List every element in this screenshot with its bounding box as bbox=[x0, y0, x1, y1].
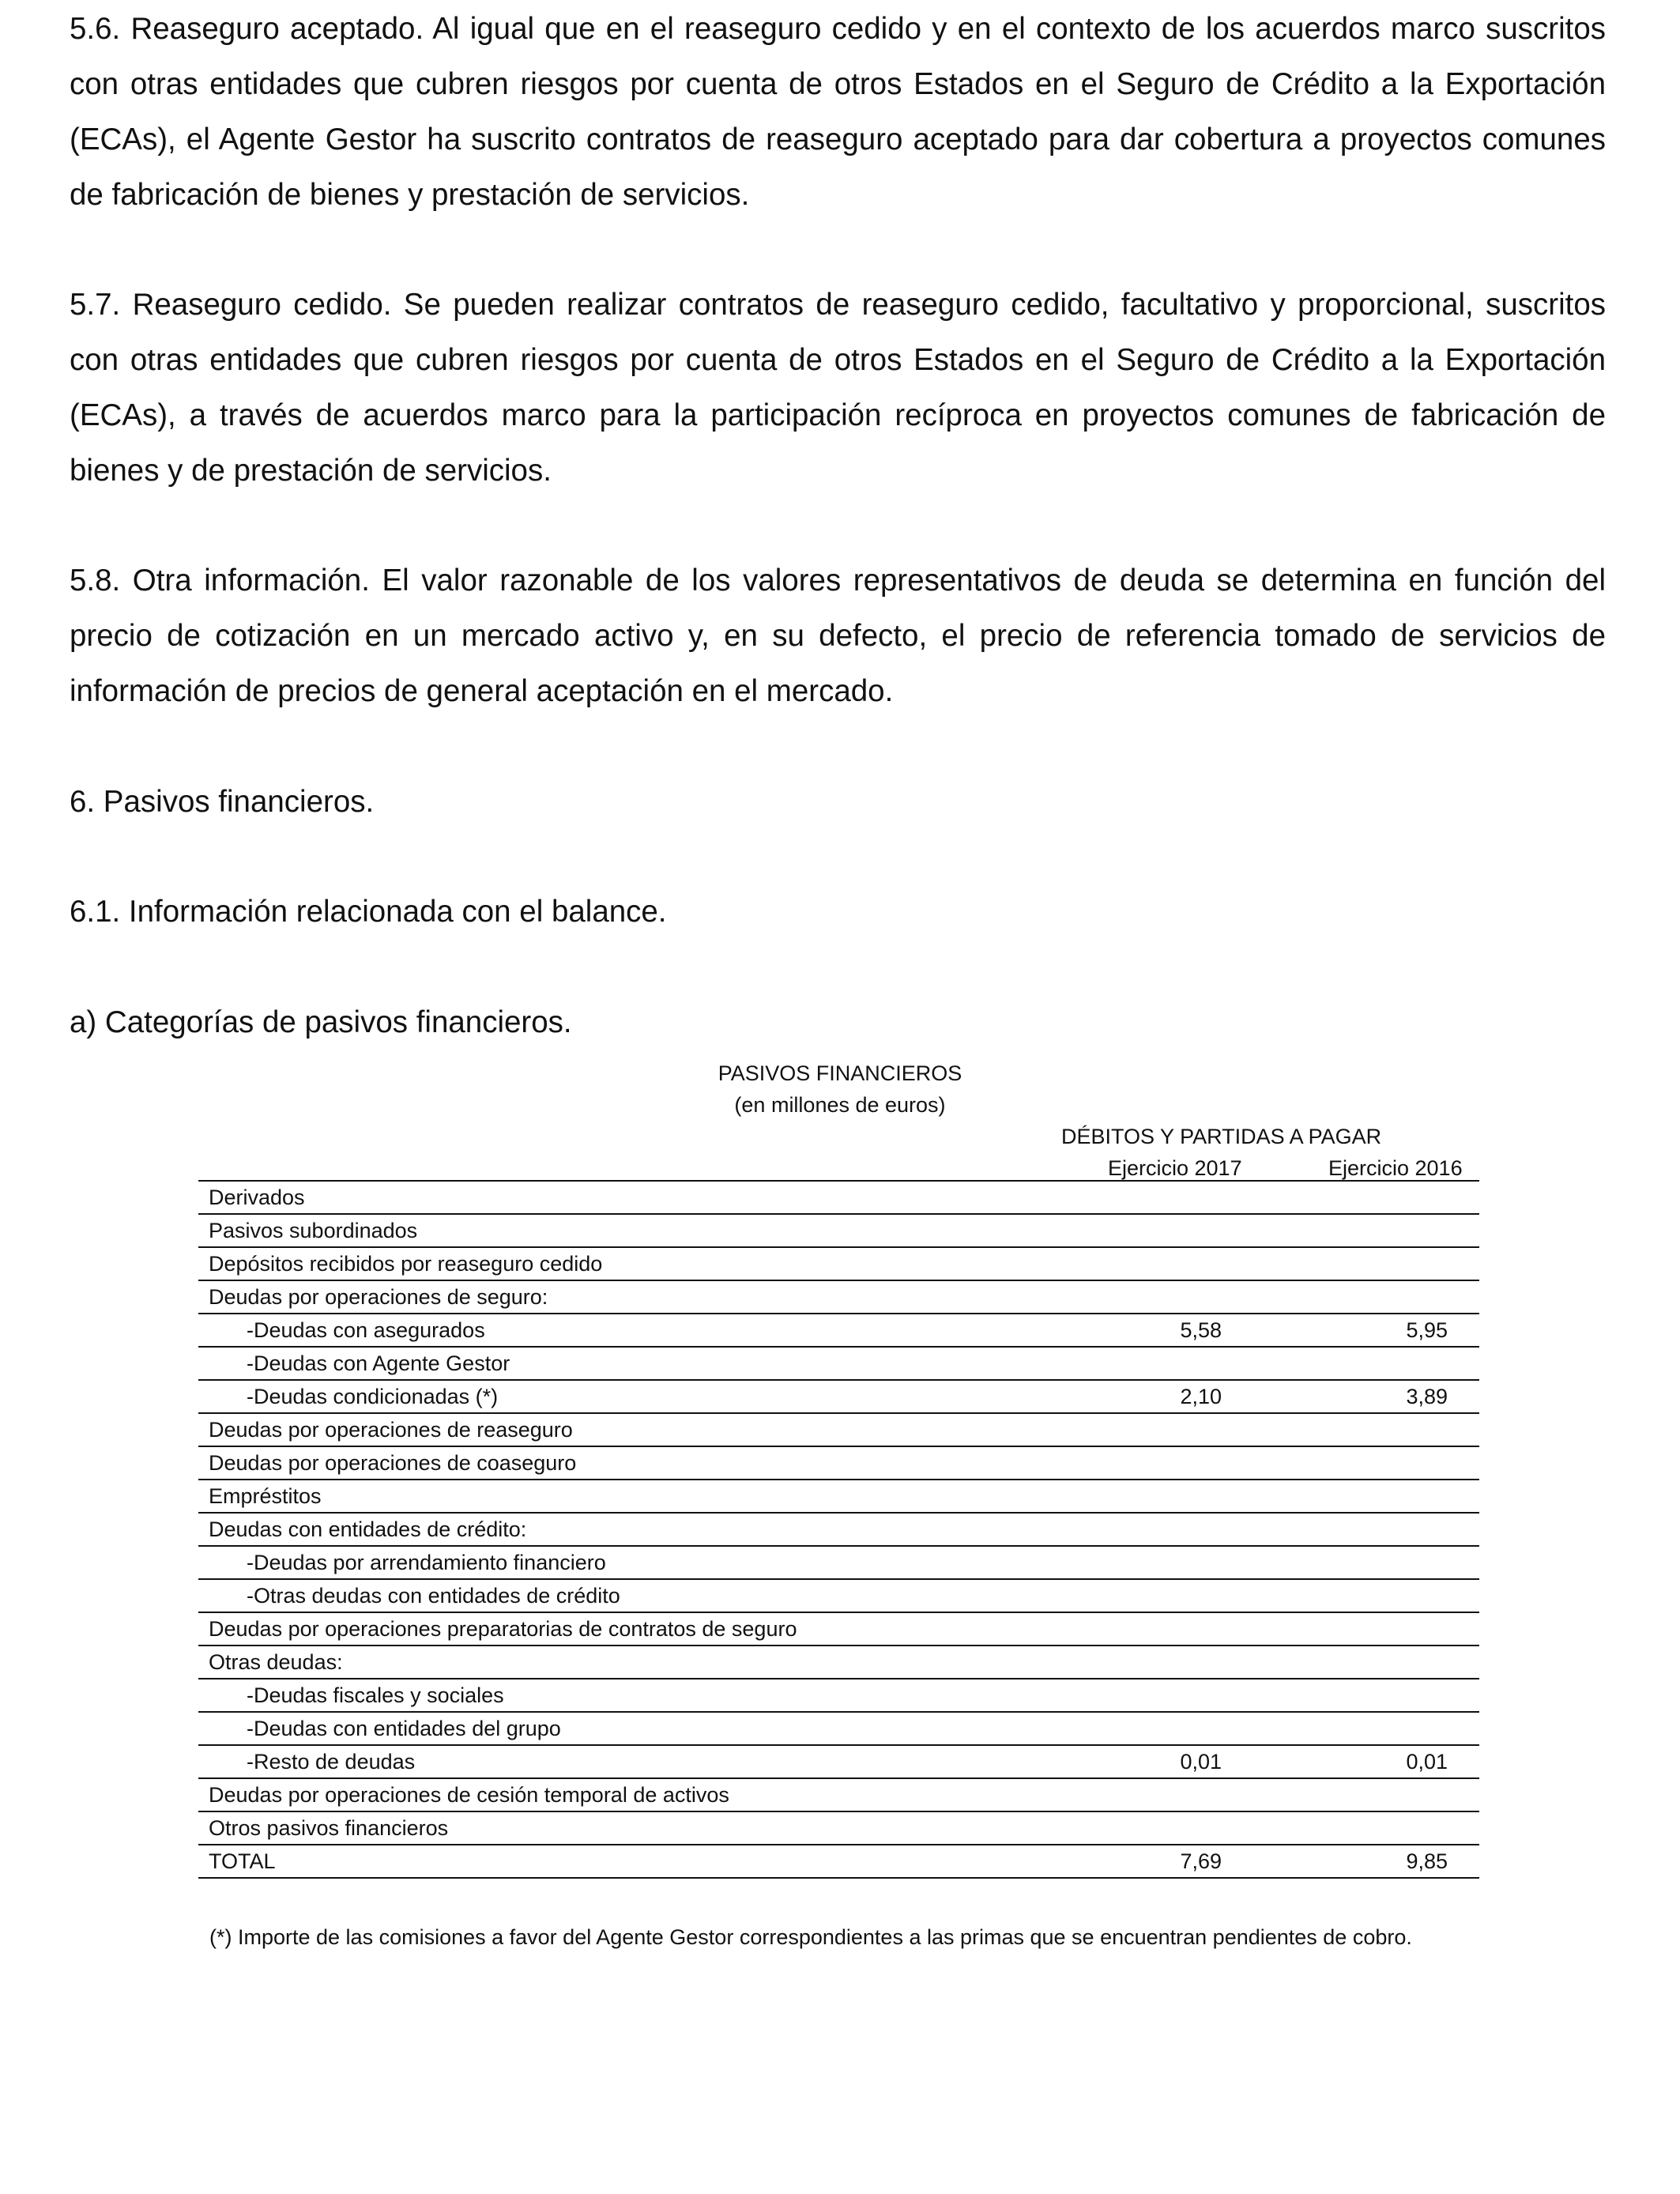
row-label: Deudas por operaciones de cesión temporal de activos bbox=[209, 1783, 729, 1807]
value-2017: 2,10 bbox=[1180, 1385, 1222, 1408]
table-row bbox=[198, 1713, 1479, 1746]
row-label: -Deudas por arrendamiento financiero bbox=[247, 1551, 606, 1574]
table-row bbox=[198, 1547, 1479, 1580]
row-label: -Resto de deudas bbox=[247, 1750, 416, 1774]
section-heading-6-1: 6.1. Información relacionada con el balance. bbox=[70, 895, 667, 929]
table-footnote: (*) Importe de las comisiones a favor del Agente Gestor correspondientes a las primas que se encuentran pendientes de cobro. bbox=[209, 1925, 1412, 1949]
paragraph-5-6: 5.6. Reaseguro aceptado. Al igual que en el reaseguro cedido y en el contexto de los acuerdos marco suscritos con otras entidades que cubren riesgos por cuenta de otros Estados en el Seguro de Crédito a la Exportación (ECAs), el Agente Gestor ha suscrito contratos de reaseguro aceptado para dar cobertura a proyectos comunes de fabricación de bienes y prestación de servicios. bbox=[70, 12, 1606, 212]
row-label: Deudas con entidades de crédito: bbox=[209, 1517, 527, 1541]
table-row bbox=[198, 1679, 1479, 1713]
table-row bbox=[198, 1281, 1479, 1314]
value-2017: 0,01 bbox=[1180, 1750, 1222, 1774]
table-row bbox=[198, 1779, 1479, 1812]
row-label: -Otras deudas con entidades de crédito bbox=[247, 1584, 620, 1608]
table-row bbox=[198, 1580, 1479, 1613]
table-row bbox=[198, 1381, 1479, 1414]
section-heading-6: 6. Pasivos financieros. bbox=[70, 785, 375, 819]
section-heading-a: a) Categorías de pasivos financieros. bbox=[70, 1005, 572, 1039]
table-row bbox=[198, 1314, 1479, 1348]
row-label: Otros pasivos financieros bbox=[209, 1816, 449, 1840]
table-row bbox=[198, 1845, 1479, 1879]
table-row bbox=[198, 1646, 1479, 1679]
table-row bbox=[198, 1215, 1479, 1248]
value-2017: 7,69 bbox=[1180, 1849, 1222, 1873]
row-label: -Deudas con asegurados bbox=[247, 1318, 485, 1342]
row-label: -Deudas con Agente Gestor bbox=[247, 1351, 510, 1375]
row-label: Derivados bbox=[209, 1186, 305, 1209]
table-row bbox=[198, 1248, 1479, 1281]
row-label: -Deudas condicionadas (*) bbox=[247, 1385, 499, 1408]
table-row bbox=[198, 1414, 1479, 1447]
table-row bbox=[198, 1348, 1479, 1381]
value-2016: 3,89 bbox=[1406, 1385, 1448, 1408]
table-row bbox=[198, 1812, 1479, 1845]
table-group-header: DÉBITOS Y PARTIDAS A PAGAR bbox=[1061, 1125, 1382, 1148]
financial-liabilities-table bbox=[198, 1180, 1479, 1879]
value-2016: 5,95 bbox=[1406, 1318, 1448, 1342]
table-row bbox=[198, 1746, 1479, 1779]
row-label: -Deudas con entidades del grupo bbox=[247, 1717, 561, 1740]
table-row bbox=[198, 1514, 1479, 1547]
row-label: TOTAL bbox=[209, 1849, 276, 1873]
row-label: Deudas por operaciones de seguro: bbox=[209, 1285, 548, 1309]
table-row bbox=[198, 1182, 1479, 1215]
row-label: Depósitos recibidos por reaseguro cedido bbox=[209, 1252, 603, 1276]
paragraph-5-7: 5.7. Reaseguro cedido. Se pueden realizar contratos de reaseguro cedido, facultativo y proporcional, suscritos con otras entidades que cubren riesgos por cuenta de otros Estados en el Seguro de Crédito a la Exportación (ECAs), a través de acuerdos marco para la participación recíproca en proyectos comunes de fabricación de bienes y de prestación de servicios. bbox=[70, 288, 1606, 488]
column-header-2016: Ejercicio 2016 bbox=[1328, 1156, 1463, 1180]
row-label: Deudas por operaciones preparatorias de contratos de seguro bbox=[209, 1617, 797, 1641]
table-row bbox=[198, 1447, 1479, 1480]
value-2016: 0,01 bbox=[1406, 1750, 1448, 1774]
table-subtitle: (en millones de euros) bbox=[734, 1093, 946, 1117]
row-label: Pasivos subordinados bbox=[209, 1219, 418, 1242]
column-header-2017: Ejercicio 2017 bbox=[1108, 1156, 1242, 1180]
row-label: Empréstitos bbox=[209, 1484, 322, 1508]
row-label: Deudas por operaciones de coaseguro bbox=[209, 1451, 577, 1475]
table-row bbox=[198, 1613, 1479, 1646]
row-label: Otras deudas: bbox=[209, 1650, 343, 1674]
value-2017: 5,58 bbox=[1180, 1318, 1222, 1342]
row-label: -Deudas fiscales y sociales bbox=[247, 1683, 504, 1707]
table-row bbox=[198, 1480, 1479, 1514]
row-label: Deudas por operaciones de reaseguro bbox=[209, 1418, 573, 1442]
paragraph-5-8: 5.8. Otra información. El valor razonable de los valores representativos de deuda se determina en función del precio de cotización en un mercado activo y, en su defecto, el precio de referencia tomado de servicios de información de precios de general aceptación en el mercado. bbox=[70, 564, 1606, 708]
table-title: PASIVOS FINANCIEROS bbox=[718, 1061, 962, 1085]
value-2016: 9,85 bbox=[1406, 1849, 1448, 1873]
